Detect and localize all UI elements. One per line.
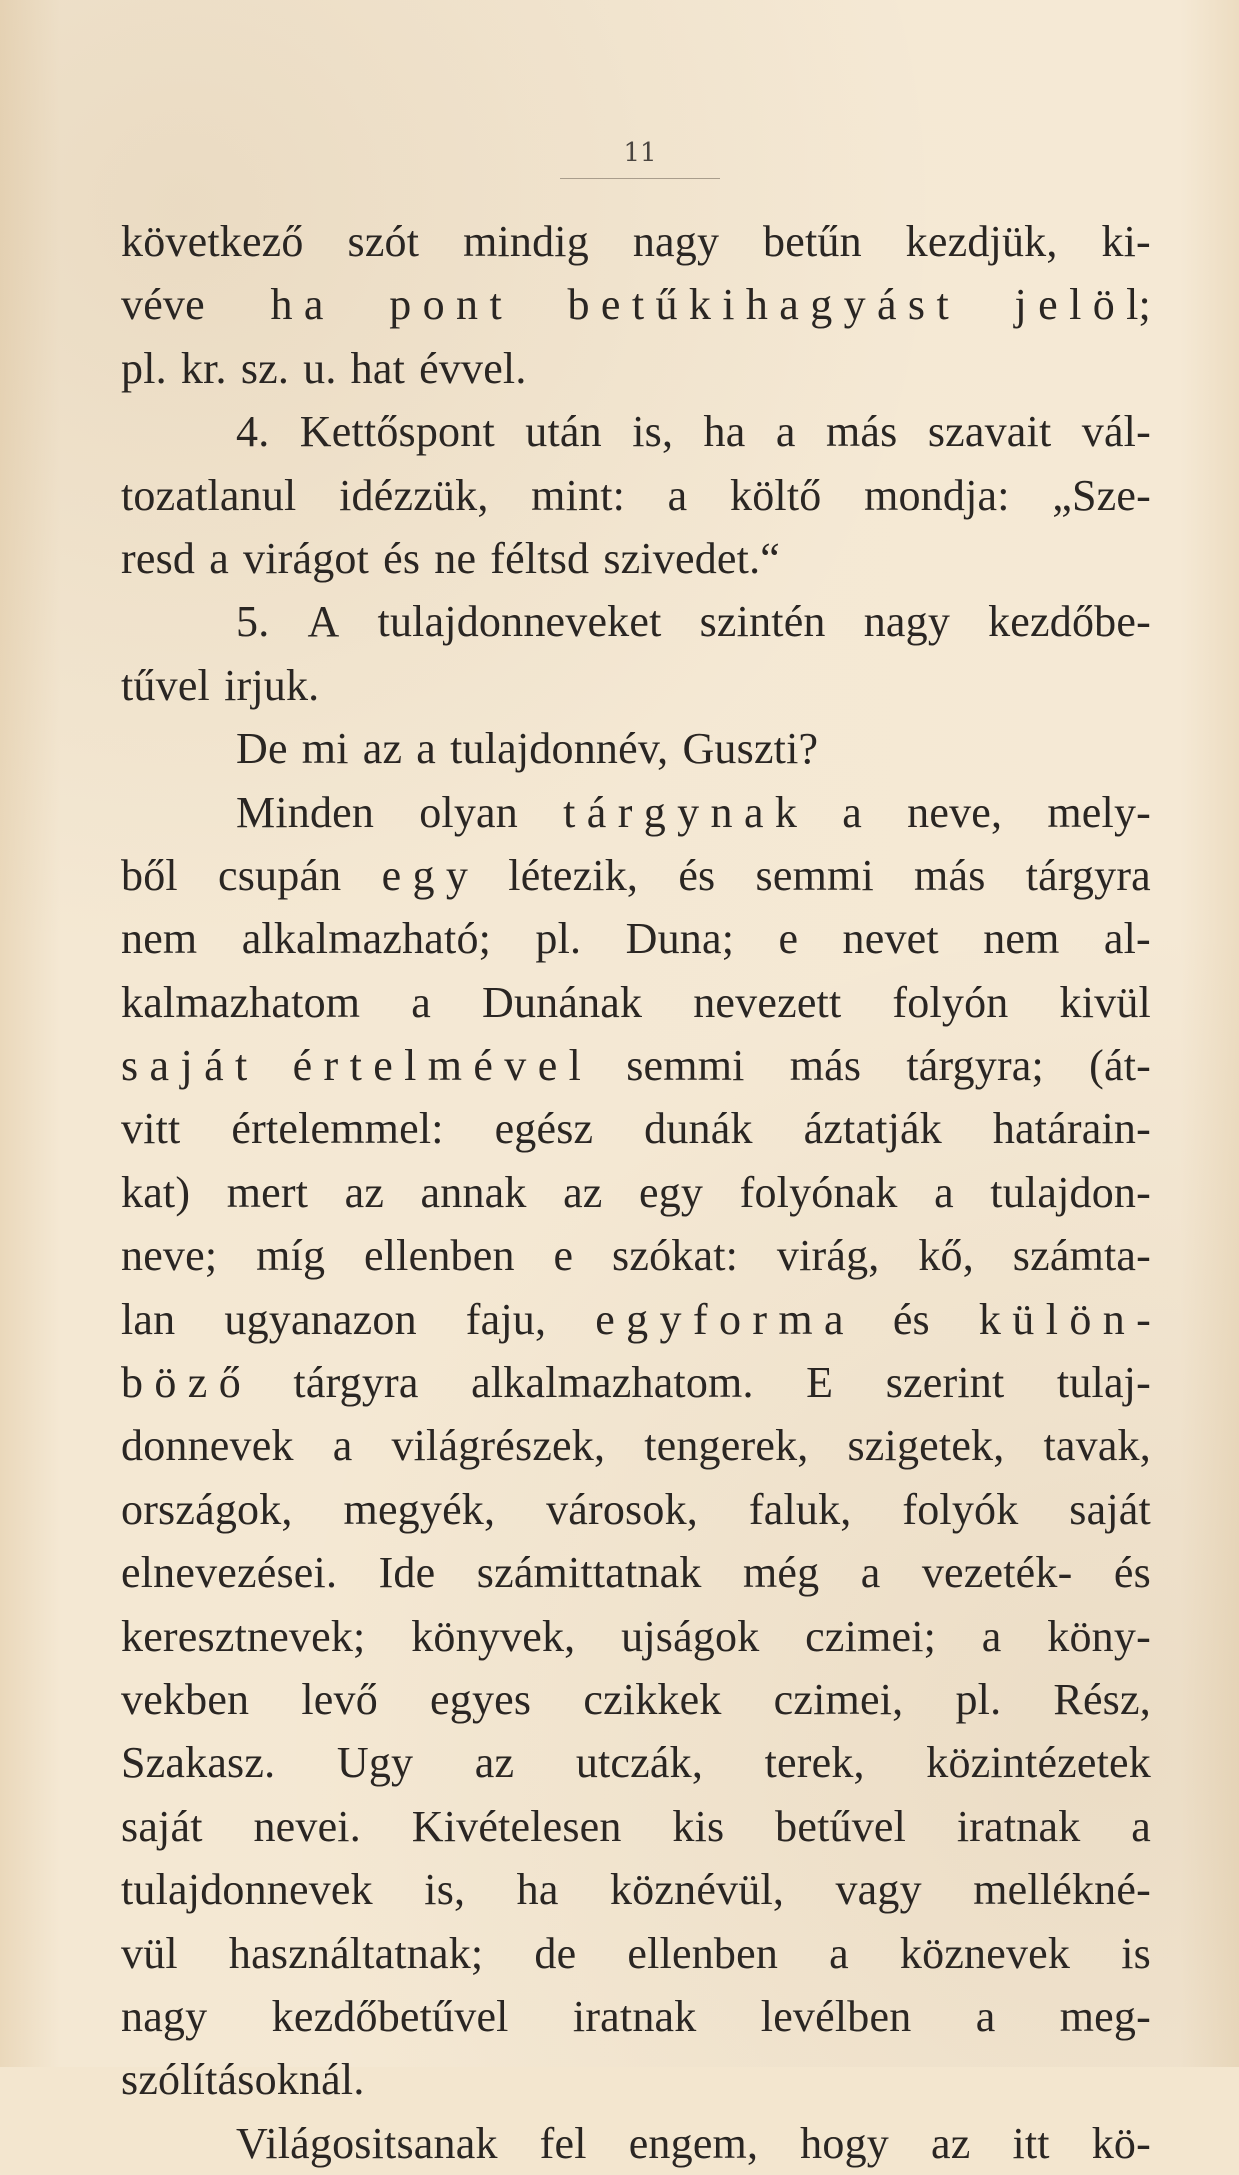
word: j e l ö l; [1014,280,1151,330]
word: köznevek [899,1928,1071,1978]
word: köny- [1047,1611,1151,1661]
page-number: 11 [623,138,657,168]
word: e [553,1231,574,1281]
word: Kettőspont [299,407,495,457]
word: itt [1012,2118,1050,2168]
text-line [121,1668,1151,1731]
text-line [121,654,1151,717]
word: más [914,850,986,900]
word: is, [632,407,674,457]
word: mindig [463,217,589,266]
word: egész [494,1104,594,1154]
word: tozatlanul [121,470,297,520]
word: a [209,533,229,583]
word: virág, [776,1231,880,1281]
word: Ugy [336,1738,414,1788]
word: használtatnak; [228,1928,484,1978]
word: virágot [243,533,370,583]
word: iratnak [572,1991,697,2041]
word: ne [434,533,477,583]
text-line [121,1795,1151,1858]
text-line [121,2048,1151,2111]
word: a [829,1928,849,1978]
word: a [934,1167,954,1217]
word: nem [121,914,198,964]
word: utczák, [575,1738,704,1788]
word: kezdjük, [905,217,1058,266]
text-line [121,781,1151,844]
word: szókat: [612,1231,739,1281]
word: terek, [764,1738,865,1788]
word: é r t e l m é v e l [292,1041,582,1091]
word: is, [424,1865,466,1915]
word: tárgyra; [906,1041,1044,1091]
text-line [121,273,1151,336]
word: és [383,533,421,583]
text-line [121,1605,1151,1668]
word: nevei. [253,1801,361,1851]
text-line [121,1288,1151,1351]
word: h a [270,280,324,330]
word: vagy [835,1865,922,1915]
word: b e t ű k i h a g y á s t [567,280,949,330]
word: Guszti? [682,724,819,774]
word: betűvel [775,1801,907,1851]
word: neve, [907,787,1003,837]
word: iratnak [956,1801,1081,1851]
word: kezdőbetűvel [271,1991,509,2041]
text-line [121,844,1151,907]
word: meg- [1059,1991,1151,2041]
word: közintézetek [926,1738,1151,1788]
word: egy [639,1167,704,1217]
word: mely- [1047,787,1151,837]
word: mert [226,1167,309,1217]
word: betűn [763,217,862,266]
word: sz. [240,343,290,393]
word: De [236,724,288,774]
word: tulajdonneveket [377,597,662,647]
word: köznévül, [609,1865,785,1915]
word: faluk, [748,1484,852,1534]
word: A [307,597,340,647]
word: kö- [1091,2118,1151,2168]
word: engem, [628,2118,759,2168]
text-line [121,1034,1151,1097]
word: nagy [632,217,720,266]
word: határain- [992,1104,1151,1154]
word: szivedet.“ [603,533,781,583]
word: Duna; [625,914,735,964]
word: idézzük, [339,470,489,520]
word: következő [121,217,304,266]
word: világrészek, [391,1421,606,1471]
word: ujságok [621,1611,760,1661]
text-line [121,1414,1151,1477]
text-line [121,1731,1151,1794]
text-line [121,717,1151,780]
word: k ü l ö n - [978,1294,1151,1344]
text-line [121,1922,1151,1985]
word: kr. [180,343,227,393]
word: Minden [236,787,375,837]
word: kis [672,1801,725,1851]
word: nevet [842,914,939,964]
word: országok, [121,1484,293,1534]
body-text [121,210,1151,2175]
word: a [332,1421,353,1471]
word: t á r g y n a k [563,787,798,837]
word: más [789,1041,862,1091]
word: könyvek, [411,1611,576,1661]
word: évvel. [419,343,527,393]
word: számittatnak [476,1548,702,1598]
text-line [121,400,1151,463]
word: hat [350,343,405,393]
word: 4. [236,407,270,457]
word: tulajdon- [990,1167,1151,1217]
word: után [525,407,602,457]
word: folyók [902,1484,1019,1534]
word: a [775,407,796,457]
word: b ö z ő [121,1358,241,1408]
word: Dunának [481,977,643,1027]
word: a [1131,1801,1151,1851]
word: ellenben [627,1928,779,1978]
word: resd [121,533,196,583]
word: kat) [121,1167,191,1217]
word: czimei, [773,1674,904,1724]
word: még [742,1548,820,1598]
word: ha [703,407,746,457]
word: a [842,787,862,837]
word: nagy [863,597,951,647]
text-line [121,907,1151,970]
word: tulaj- [1056,1358,1151,1408]
word: Rész, [1053,1674,1151,1724]
word: e g y f o r m a [595,1294,844,1344]
word: folyónak [739,1167,898,1217]
text-line [121,1858,1151,1921]
word: kezdőbe- [988,597,1151,647]
word: semmi [755,850,874,900]
word: szólításoknál. [121,2055,365,2105]
word: mondja: [864,470,1010,520]
word: egyes [430,1674,532,1724]
word: és [1113,1548,1151,1598]
word: u. [303,343,337,393]
word: költő [730,470,822,520]
word: alkalmazható; [241,914,492,964]
word: kivül [1059,977,1151,1027]
word: e [778,914,799,964]
word: áztatják [803,1104,942,1154]
word: az [563,1167,603,1217]
word: számta- [1012,1231,1151,1281]
text-line [121,1097,1151,1160]
word: tárgyra [293,1358,419,1408]
word: donnevek [121,1421,294,1471]
word: p o n t [389,280,502,330]
word: létezik, [508,850,639,900]
word: nagy [121,1991,208,2041]
word: annak [420,1167,527,1217]
word: ből [121,850,178,900]
text-line [121,1985,1151,2048]
word: szigetek, [847,1421,1005,1471]
word: Világositsanak [236,2118,498,2168]
word: véve [121,280,205,330]
word: pl. [535,914,582,964]
word: pl. [121,343,167,393]
word: megyék, [343,1484,496,1534]
word: a [416,724,437,774]
word: olyan [419,787,518,837]
word: szintén [699,597,826,647]
word: elnevezései. [121,1548,338,1598]
word: míg [256,1231,326,1281]
text-line [121,971,1151,1034]
word: az [930,2118,971,2168]
text-line [121,1161,1151,1224]
word: czimei; [805,1611,937,1661]
word: faju, [465,1294,547,1344]
text-line [121,2112,1151,2175]
word: az [362,724,403,774]
word: tengerek, [644,1421,809,1471]
word: levélben [760,1991,912,2041]
word: kő, [918,1231,974,1281]
word: s a j á t [121,1041,248,1091]
word: mi [301,724,349,774]
word: 5. [236,597,270,647]
word: irjuk. [224,660,320,710]
word: fel [539,2118,587,2168]
word: saját [1069,1484,1151,1534]
word: vitt [121,1104,181,1154]
text-line [121,1478,1151,1541]
word: Szakasz. [121,1738,276,1788]
word: neve; [121,1231,218,1281]
word: de [534,1928,577,1978]
word: ha [516,1865,559,1915]
text-line [121,1224,1151,1287]
word: az [344,1167,385,1217]
word: nem [983,914,1060,964]
word: hogy [800,2118,889,2168]
text-line [121,527,1151,590]
word: a [860,1548,881,1598]
text-line [121,1351,1151,1414]
word: és [892,1294,930,1344]
word: a [981,1611,1002,1661]
word: is [1121,1928,1151,1978]
word: mellékné- [973,1865,1151,1915]
word: tárgyra [1025,850,1151,900]
word: saját [121,1801,203,1851]
word: az [474,1738,515,1788]
word: Kivételesen [411,1801,622,1851]
word: értelemmel: [231,1104,444,1154]
word: lan [121,1294,176,1344]
word: vekben [121,1674,250,1724]
word: szerint [885,1358,1005,1408]
text-line [121,210,1151,273]
word: mint: [531,470,626,520]
word: vezeték- [921,1548,1073,1598]
word: csupán [218,850,342,900]
word: szavait [927,407,1052,457]
word: tűvel [121,660,210,710]
word: ugyanazon [224,1294,417,1344]
word: kalmazhatom [121,977,361,1027]
word: folyón [892,977,1009,1027]
word: szót [347,217,420,266]
header-rule [560,178,720,179]
text-line [121,590,1151,653]
word: e g y [381,850,469,900]
word: czikkek [583,1674,722,1724]
word: tulajdonnév, [450,724,669,774]
word: alkalmazhatom. [471,1358,754,1408]
word: al- [1103,914,1151,964]
word: vál- [1081,407,1151,457]
word: a [667,470,688,520]
word: tavak, [1043,1421,1151,1471]
word: városok, [546,1484,698,1534]
word: tulajdonnevek [121,1865,373,1915]
word: vül [121,1928,178,1978]
word: (át- [1089,1041,1151,1091]
text-line [121,337,1151,400]
word: pl. [955,1674,1002,1724]
word: „Sze- [1052,470,1151,520]
word: semmi [626,1041,745,1091]
text-line [121,464,1151,527]
word: ellenben [364,1231,515,1281]
word: féltsd [490,533,590,583]
word: nevezett [693,977,842,1027]
word: keresztnevek; [121,1611,366,1661]
word: levő [301,1674,378,1724]
word: a [975,1991,996,2041]
word: a [411,977,431,1027]
word: és [678,850,716,900]
word: dunák [644,1104,753,1154]
word: más [825,407,898,457]
word: Ide [378,1548,436,1598]
text-line [121,1541,1151,1604]
word: ki- [1101,217,1151,266]
word: E [806,1358,834,1408]
